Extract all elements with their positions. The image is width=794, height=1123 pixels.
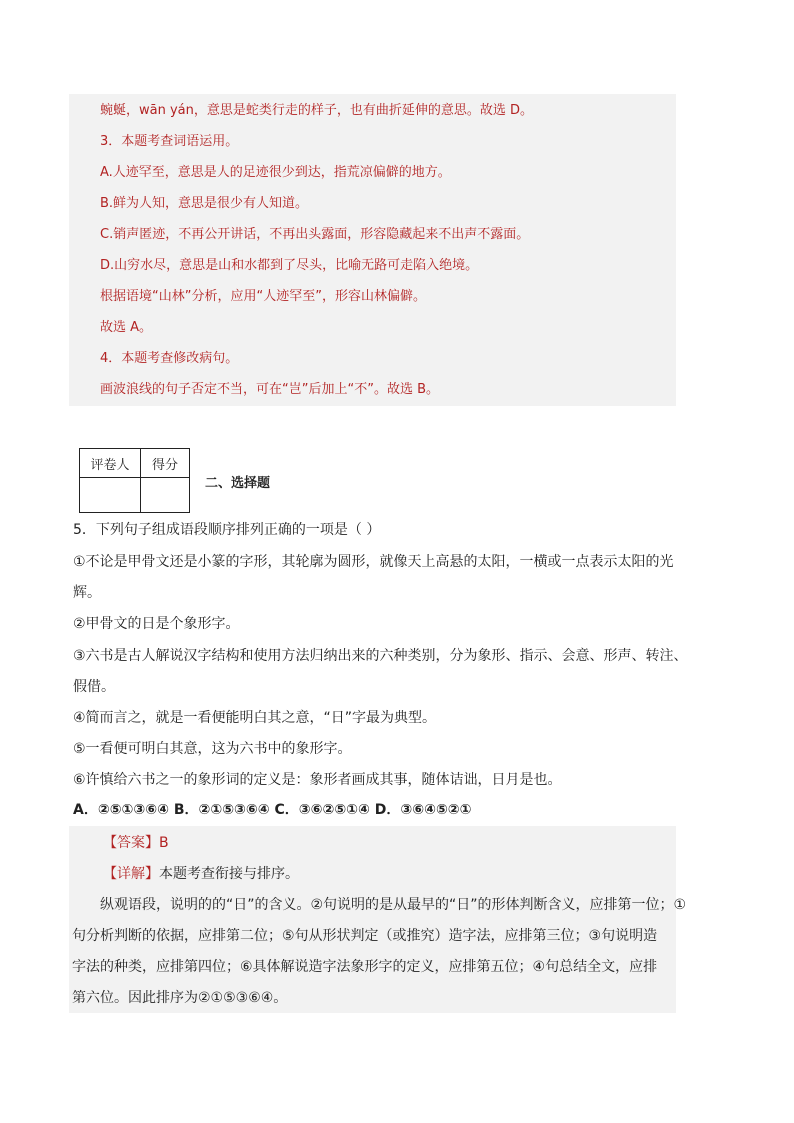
sentence-6: ⑥许慎给六书之一的象形词的定义是：象形者画成其事，随体诘诎，日月是也。 [73, 772, 562, 788]
score-header: 得分 [141, 449, 190, 478]
block1-line-4: B.鲜为人知，意思是很少有人知道。 [100, 196, 309, 211]
sentence-3a: ③六书是古人解说汉字结构和使用方法归纳出来的六种类别，分为象形、指示、会意、形声、转注、 [73, 648, 688, 664]
block1-line-8: 故选 A。 [100, 320, 153, 335]
explain-line-1: 纵观语段，说明的的“日”的含义。②句说明的是从最早的“日”的形体判断含义，应排第一位；① [100, 897, 687, 913]
block1-line-7: 根据语境“山林”分析，应用“人迹罕至”，形容山林偏僻。 [100, 289, 426, 304]
answer-block [69, 826, 676, 1013]
sentence-4: ④简而言之，就是一看便能明白其之意，“日”字最为典型。 [73, 710, 437, 726]
answer-options: A．②⑤①③⑥④ B．②①⑤③⑥④ C．③⑥②⑤①④ D．③⑥④⑤②① [73, 802, 472, 818]
reviewer-header: 评卷人 [80, 449, 141, 478]
block1-line-9: 4．本题考查修改病句。 [100, 351, 239, 366]
sentence-3b: 假借。 [73, 679, 115, 695]
sentence-1a: ①不论是甲骨文还是小篆的字形，其轮廓为圆形，就像天上高悬的太阳，一横或一点表示太阳的光 [73, 554, 674, 570]
answer-line: 【答案】B [103, 835, 169, 851]
block1-line-2: 3．本题考查词语运用。 [100, 134, 239, 149]
explain-line-3: 字法的种类，应排第四位；⑥具体解说造字法象形字的定义，应排第五位；④句总结全文，应排 [72, 959, 658, 975]
detail-line [103, 864, 299, 884]
sentence-5: ⑤一看便可明白其意，这为六书中的象形字。 [73, 741, 352, 757]
explain-line-4: 第六位。因此排序为②①⑤③⑥④。 [72, 990, 288, 1006]
block1-line-10: 画波浪线的句子否定不当，可在“岂”后加上“不”。故选 B。 [100, 382, 439, 397]
sentence-1b: 辉。 [73, 585, 101, 601]
block1-line-3: A.人迹罕至，意思是人的足迹很少到达，指荒凉偏僻的地方。 [100, 165, 451, 180]
sentence-2: ②甲骨文的日是个象形字。 [73, 616, 240, 632]
block1-line-6: D.山穷水尽，意思是山和水都到了尽头，比喻无路可走陷入绝境。 [100, 258, 479, 273]
score-table [79, 448, 190, 513]
section-title: 二、选择题 [205, 476, 271, 491]
detail-label: 【详解】 [103, 866, 159, 882]
score-cell[interactable] [141, 478, 190, 513]
block1-line-5: C.销声匿迹，不再公开讲话，不再出头露面，形容隐藏起来不出声不露面。 [100, 227, 530, 242]
question-stem: 5．下列句子组成语段顺序排列正确的一项是（ ） [73, 522, 381, 538]
reviewer-cell[interactable] [80, 478, 141, 513]
block1-line-1: 蜿蜒，wān yán，意思是蛇类行走的样子，也有曲折延伸的意思。故选 D。 [100, 103, 534, 118]
explain-line-2: 句分析判断的依据，应排第二位；⑤句从形状判定（或推究）造字法，应排第三位；③句说明造 [72, 928, 658, 944]
detail-text: 本题考查衔接与排序。 [159, 866, 299, 882]
